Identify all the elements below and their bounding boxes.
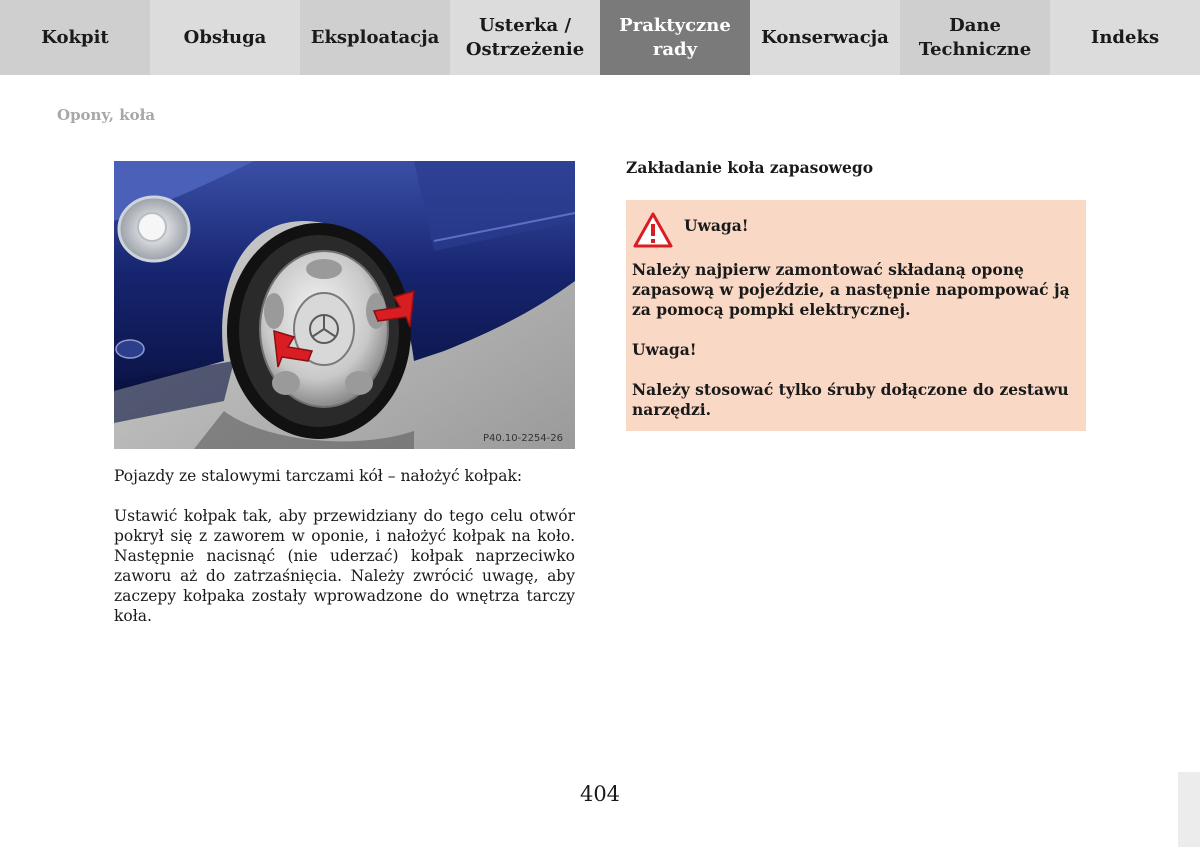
instruction-intro: Pojazdy ze stalowymi tarczami kół – nałożyć kołpak: xyxy=(114,467,523,485)
car-wheel-illustration xyxy=(114,161,575,449)
tab-usterka-ostrzezenie[interactable]: Usterka / Ostrzeżenie xyxy=(450,0,600,75)
warning-title-2: Uwaga! xyxy=(632,340,697,359)
instruction-steps: Ustawić kołpak tak, aby przewidziany do tego celu otwór pokrył się z zaworem w oponie, i nałożyć kołpak na koło. Następnie nacisnąć (nie uderzać) kołpak naprzeciwko zaworu aż do zatrzaśnięcia. Należy zwrócić uwagę, aby zaczepy kołpaka zostały wprowadzone do wnętrza tarczy koła. xyxy=(114,507,575,625)
spare-wheel-heading: Zakładanie koła zapasowego xyxy=(626,158,874,177)
figure-code: P40.10-2254-26 xyxy=(482,433,563,444)
instructions-text xyxy=(114,466,575,646)
tab-praktyczne-rady[interactable]: Praktyczne rady xyxy=(600,0,750,75)
warning-triangle-icon xyxy=(632,211,674,249)
tab-dane-techniczne[interactable]: Dane Techniczne xyxy=(900,0,1050,75)
warning-box xyxy=(626,200,1086,431)
warning-text-2: Należy stosować tylko śruby dołączone do zestawu narzędzi. xyxy=(632,380,1069,419)
tab-eksploatacja[interactable]: Eksploatacja xyxy=(300,0,450,75)
chapter-nav xyxy=(0,0,1200,75)
tab-konserwacja[interactable]: Konserwacja xyxy=(750,0,900,75)
page-number: 404 xyxy=(579,782,621,806)
wheel-hubcap-figure xyxy=(114,161,575,449)
tab-kokpit[interactable]: Kokpit xyxy=(0,0,150,75)
side-thumb-tab xyxy=(1178,772,1200,847)
tab-obsluga[interactable]: Obsługa xyxy=(150,0,300,75)
tab-indeks[interactable]: Indeks xyxy=(1050,0,1200,75)
warning-text-1: Należy najpierw zamontować składaną oponę zapasową w pojeździe, a następnie napompować ją za pomocą pompki elektrycznej. xyxy=(632,260,1070,319)
warning-title: Uwaga! xyxy=(684,215,749,235)
section-title: Opony, koła xyxy=(57,106,156,124)
warning-header xyxy=(632,210,1080,250)
